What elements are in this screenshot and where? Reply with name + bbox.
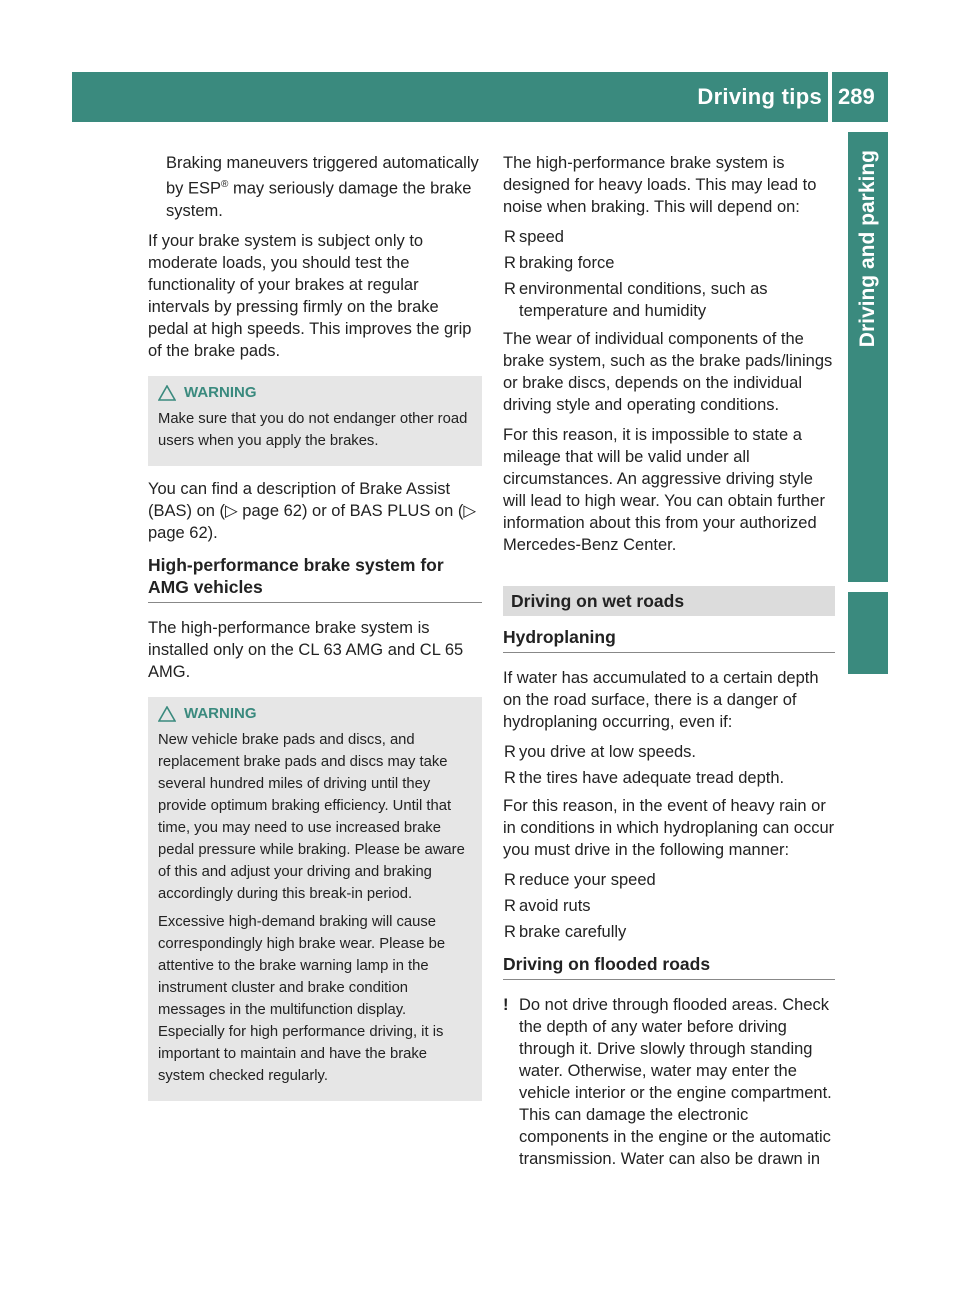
list-item <box>503 252 835 274</box>
left-paragraph-2: If your brake system is subject only to moderate loads, you should test the functionality of your brakes at regular intervals by pressing firmly on the brake pedal at high speeds. This improves the grip of the brake pads. <box>148 231 472 360</box>
bullet: R <box>504 254 516 272</box>
bullet: R <box>504 769 516 787</box>
bullet: R <box>504 743 516 761</box>
page-number: 289 <box>838 84 875 109</box>
warning-box-1 <box>148 376 482 466</box>
notice-text: Do not drive through flooded areas. Check the depth of any water before driving through it. Drive slowly through standing water. Otherwise, water may enter the vehicle interior or the engine compartment. This can damage the electronic components in the engine or the automatic transmission. Water can also be drawn in <box>519 996 832 1168</box>
list-item <box>503 869 835 891</box>
side-tab-label-wrap <box>848 132 888 582</box>
list-driving-manner <box>503 869 835 943</box>
list-item <box>503 767 835 789</box>
list-item <box>503 226 835 248</box>
bullet: R <box>504 280 516 298</box>
list-item-text: environmental conditions, such as temperature and humidity <box>519 280 768 320</box>
left-paragraph-4: The high-performance brake system is installed only on the CL 63 AMG and CL 65 AMG. <box>148 618 464 681</box>
warning-label: WARNING <box>184 704 257 722</box>
bullet: R <box>504 897 516 915</box>
page-title: Driving tips <box>697 84 822 109</box>
side-tab-marker <box>848 592 888 674</box>
bullet: R <box>504 923 516 941</box>
section-heading-wet-roads: Driving on wet roads <box>503 586 835 616</box>
warning-text-2: Excessive high-demand braking will cause correspondingly high brake wear. Please be attentive to the brake warning lamp in the instrument cluster and brake condition messages in the multifunction display. Especially for high performance driving, it is important to maintain and have the brake system checked regularly. <box>158 913 446 1084</box>
registered-mark: ® <box>221 179 229 190</box>
warning-label: WARNING <box>184 383 257 401</box>
list-item-text: speed <box>519 228 564 246</box>
side-tab-label: Driving and parking <box>856 150 879 348</box>
subheading-flooded-roads: Driving on flooded roads <box>503 953 835 980</box>
section-heading-amg: High-performance brake system for AMG vehicles <box>148 554 482 603</box>
warning-header <box>158 703 472 725</box>
bullet: R <box>504 228 516 246</box>
left-paragraph-1 <box>148 152 482 222</box>
list-item-text: you drive at low speeds. <box>519 743 697 761</box>
list-brake-factors <box>503 226 835 322</box>
warning-triangle-icon <box>158 385 176 401</box>
notice-block <box>503 994 835 1170</box>
list-item <box>503 741 835 763</box>
text: may seriously damage the brake system. <box>166 179 472 220</box>
right-column <box>503 152 835 1170</box>
list-item-text: avoid ruts <box>519 897 591 915</box>
exclamation-icon: ! <box>503 996 509 1014</box>
warning-header <box>158 382 472 404</box>
right-paragraph-2: The wear of individual components of the brake system, such as the brake pads/linings or brake discs, depends on the individual driving style and operating conditions. <box>503 330 833 414</box>
warning-triangle-icon <box>158 706 176 722</box>
warning-text-1: New vehicle brake pads and discs, and replacement brake pads and discs may take several hundred miles of driving until they provide optimum braking efficiency. Until that time, you may need to use increased brake pedal pressure while braking. Please be aware of this and adjust your driving and braking accordingly during this break-in period. <box>158 731 465 902</box>
list-item-text: braking force <box>519 254 615 272</box>
list-item <box>503 895 835 917</box>
list-item <box>503 921 835 943</box>
list-item <box>503 278 835 322</box>
right-paragraph-1: The high-performance brake system is designed for heavy loads. This may lead to noise when braking. This will depend on: <box>503 154 817 216</box>
warning-box-2 <box>148 697 482 1101</box>
header-divider <box>828 72 832 122</box>
list-item-text: the tires have adequate tread depth. <box>519 769 785 787</box>
right-paragraph-3: For this reason, it is impossible to state a mileage that will be valid under all circumstances. An aggressive driving style will lead to high wear. You can obtain further information about this from your authorized Mercedes-Benz Center. <box>503 426 825 554</box>
list-item-text: reduce your speed <box>519 871 656 889</box>
right-paragraph-5: For this reason, in the event of heavy rain or in conditions in which hydroplaning can occur you must drive in the following manner: <box>503 797 835 859</box>
subheading-hydroplaning: Hydroplaning <box>503 626 835 653</box>
left-column <box>148 152 482 1113</box>
right-paragraph-4: If water has accumulated to a certain depth on the road surface, there is a danger of hydroplaning occurring, even if: <box>503 669 819 731</box>
warning-text: Make sure that you do not endanger other road users when you apply the brakes. <box>158 410 468 449</box>
left-paragraph-3: You can find a description of Brake Assist (BAS) on (▷ page 62) or of BAS PLUS on (▷ page 62). <box>148 479 477 542</box>
bullet: R <box>504 871 516 889</box>
text: Braking maneuvers triggered automatically by ESP <box>166 154 479 198</box>
list-item-text: brake carefully <box>519 923 627 941</box>
list-hydroplaning <box>503 741 835 789</box>
